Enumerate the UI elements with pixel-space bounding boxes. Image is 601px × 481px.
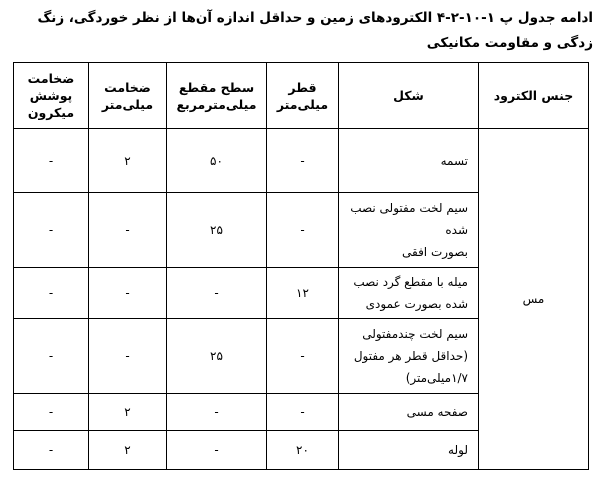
header-coating [14, 63, 89, 129]
table-row [14, 129, 589, 193]
header-coating-line-2: پوشش [29, 88, 73, 103]
thickness-cell: ۲ [89, 431, 167, 470]
header-thickness-unit: میلی‌متر [101, 96, 154, 112]
coating-cell: - [14, 394, 89, 431]
caption-line-2: زدگی و مقاومت مکانیکی [426, 35, 593, 51]
header-diameter-line: قطر [288, 79, 317, 95]
shape-cell [339, 193, 479, 268]
area-cell: ۵۰ [167, 129, 267, 193]
shape-line: شده بصورت عمودی [365, 297, 468, 311]
header-diameter [267, 63, 339, 129]
thickness-cell: - [89, 319, 167, 394]
thickness-cell: - [89, 193, 167, 268]
header-area-unit: میلی‌مترمربع [176, 96, 257, 112]
area-cell: - [167, 394, 267, 431]
header-shape: شکل [339, 63, 479, 129]
coating-cell: - [14, 268, 89, 319]
header-coating-unit: میکرون [27, 105, 75, 120]
shape-line: شده [445, 223, 468, 237]
shape-cell [339, 394, 479, 431]
diameter-cell: - [267, 129, 339, 193]
header-diameter-unit: میلی‌متر [276, 96, 329, 112]
header-area-line: سطح مقطع [178, 79, 255, 95]
electrode-table [13, 62, 589, 470]
shape-line: صفحه مسی [406, 405, 468, 419]
shape-cell [339, 268, 479, 319]
header-thickness-line: ضخامت [104, 79, 151, 95]
table-caption [8, 6, 593, 56]
thickness-cell: ۲ [89, 394, 167, 431]
diameter-cell: - [267, 394, 339, 431]
coating-cell: - [14, 431, 89, 470]
coating-cell: - [14, 319, 89, 394]
shape-line: ۱/۷میلی‌متر) [405, 371, 468, 385]
coating-cell: - [14, 129, 89, 193]
diameter-cell: - [267, 193, 339, 268]
shape-cell [339, 431, 479, 470]
header-thickness [89, 63, 167, 129]
header-material: جنس الکترود [479, 63, 589, 129]
shape-line: تسمه [440, 153, 468, 168]
header-coating-line-1: ضخامت [27, 71, 75, 86]
area-cell: ۲۵ [167, 193, 267, 268]
shape-line: لوله [448, 443, 468, 457]
caption-line-1: ادامه جدول پ ۱-۱۰-۲-۴ الکترودهای زمین و حداقل اندازه آن‌ها از نظر خوردگی، زنگ [37, 10, 593, 26]
diameter-cell: ۱۲ [267, 268, 339, 319]
shape-line: سیم لخت چندمفتولی [362, 327, 468, 341]
coating-cell: - [14, 193, 89, 268]
header-row [14, 63, 589, 129]
thickness-cell: ۲ [89, 129, 167, 193]
shape-line: بصورت افقی [402, 245, 468, 259]
area-cell: ۲۵ [167, 319, 267, 394]
diameter-cell: - [267, 319, 339, 394]
shape-line: سیم لخت مفتولی نصب [350, 201, 468, 215]
shape-cell [339, 319, 479, 394]
header-area [167, 63, 267, 129]
shape-line: (حداقل قطر هر مفتول [353, 349, 468, 363]
shape-cell [339, 129, 479, 193]
thickness-cell: - [89, 268, 167, 319]
area-cell: - [167, 431, 267, 470]
area-cell: - [167, 268, 267, 319]
diameter-cell: ۲۰ [267, 431, 339, 470]
shape-line: میله با مقطع گرد نصب [353, 275, 468, 289]
material-cell: مس [479, 129, 589, 470]
